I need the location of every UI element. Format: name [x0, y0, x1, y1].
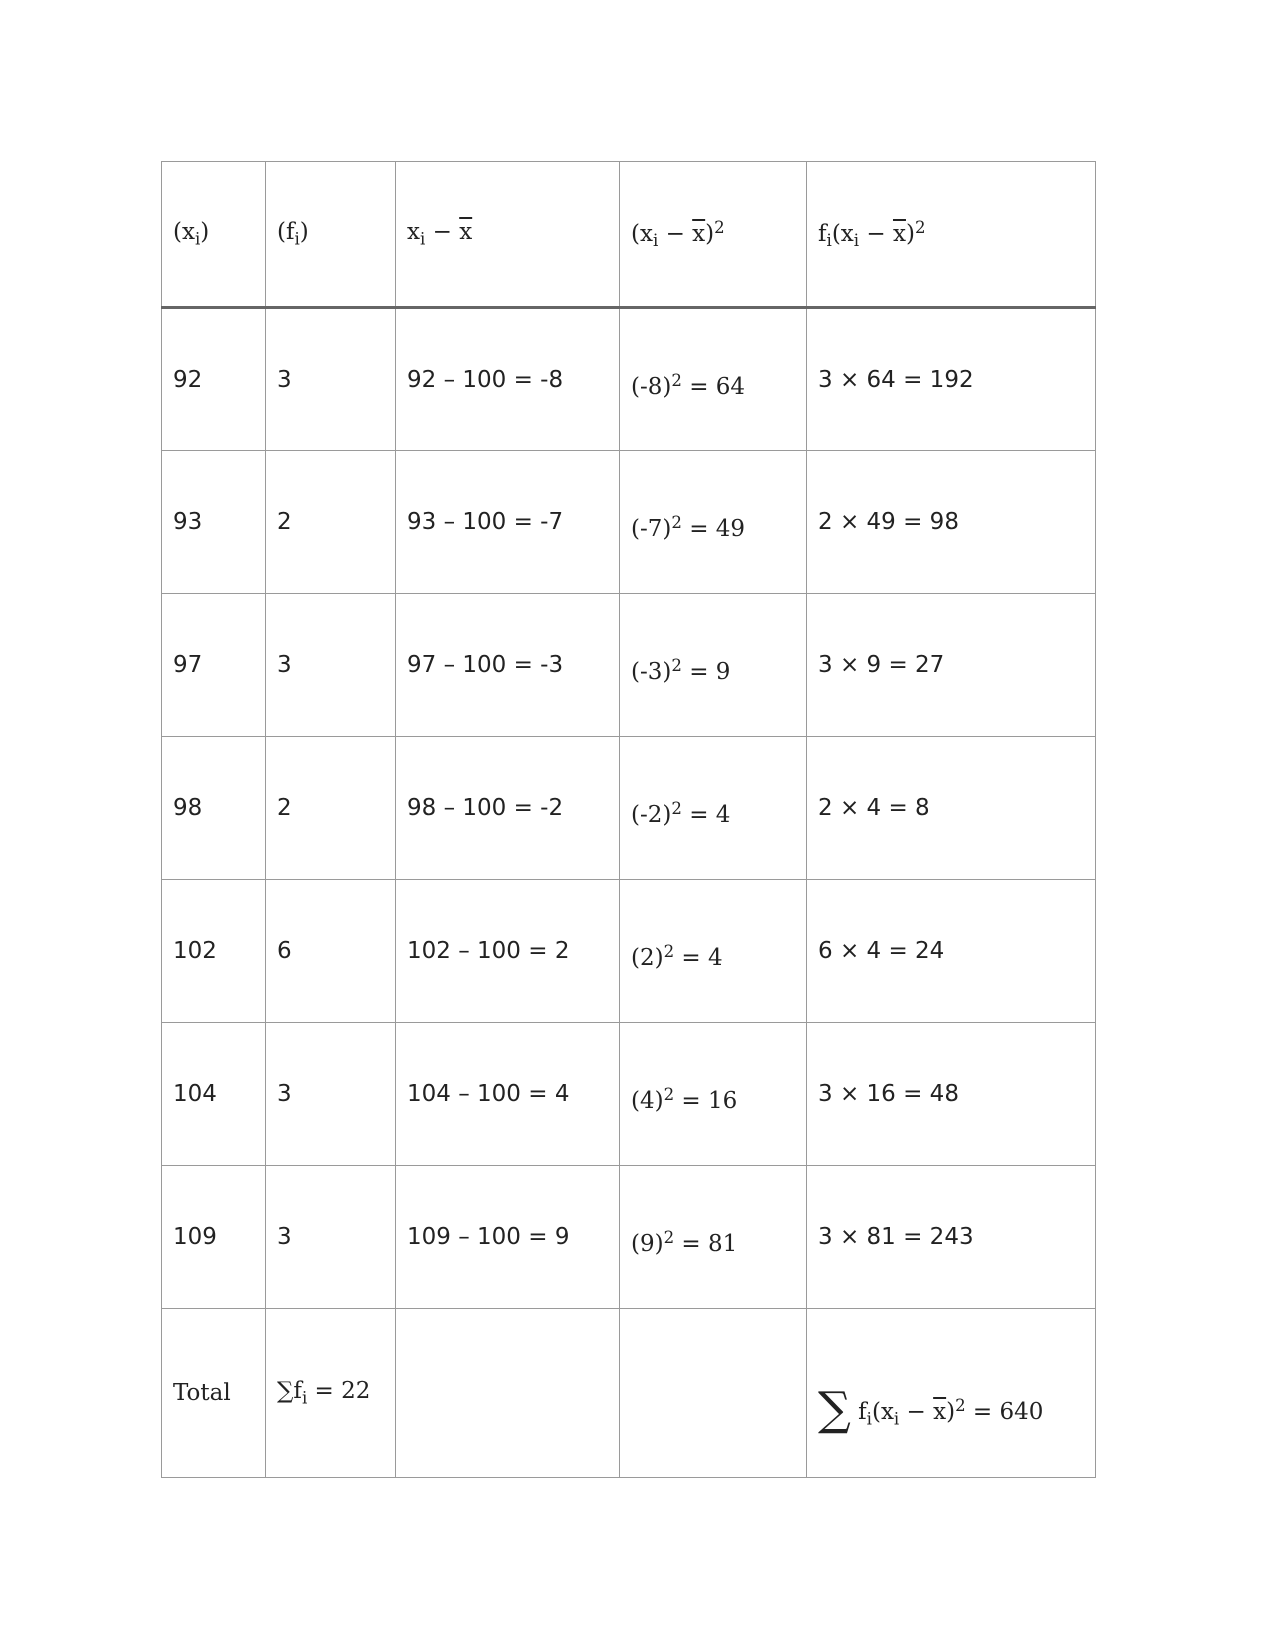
cell-f: 2	[266, 737, 396, 880]
cell-deviation: 104 – 100 = 4	[396, 1023, 620, 1166]
summation-symbol: ∑	[818, 1382, 851, 1436]
cell-deviation: 93 – 100 = -7	[396, 451, 620, 594]
cell-product: 3 × 64 = 192	[807, 308, 1096, 451]
header-row	[162, 162, 1096, 308]
empty-cell	[620, 1309, 807, 1478]
cell-product: 2 × 4 = 8	[807, 737, 1096, 880]
cell-product: 3 × 16 = 48	[807, 1023, 1096, 1166]
cell-deviation: 97 – 100 = -3	[396, 594, 620, 737]
table-row	[162, 308, 1096, 451]
sum-weighted-squared-cell: ∑ $f_i(x_i - \overline{x})^2 = 640$	[807, 1309, 1096, 1478]
cell-deviation: 92 – 100 = -8	[396, 308, 620, 451]
cell-x: 93	[162, 451, 266, 594]
table-row	[162, 737, 1096, 880]
cell-squared: $(-2)^2 = 4$	[620, 737, 807, 880]
cell-squared: $(-8)^2 = 64$	[620, 308, 807, 451]
cell-squared: $(-7)^2 = 49$	[620, 451, 807, 594]
cell-f: 3	[266, 1166, 396, 1309]
cell-x: 97	[162, 594, 266, 737]
cell-x: 102	[162, 880, 266, 1023]
cell-x: 98	[162, 737, 266, 880]
cell-f: 3	[266, 594, 396, 737]
cell-f: 3	[266, 1023, 396, 1166]
cell-f: 2	[266, 451, 396, 594]
header-deviation: $x_i - \overline{x}$	[396, 162, 620, 308]
cell-product: 3 × 81 = 243	[807, 1166, 1096, 1309]
cell-squared: $(4)^2 = 16$	[620, 1023, 807, 1166]
total-label: Total	[162, 1309, 266, 1478]
cell-deviation: 98 – 100 = -2	[396, 737, 620, 880]
cell-squared: $(9)^2 = 81$	[620, 1166, 807, 1309]
variance-table	[161, 161, 1096, 1478]
cell-deviation: 109 – 100 = 9	[396, 1166, 620, 1309]
total-row	[162, 1309, 1096, 1478]
cell-squared: $(2)^2 = 4$	[620, 880, 807, 1023]
cell-x: 92	[162, 308, 266, 451]
empty-cell	[396, 1309, 620, 1478]
table-row	[162, 451, 1096, 594]
sum-f-cell: $\sum f_i = 22$	[266, 1309, 396, 1478]
table-row	[162, 1023, 1096, 1166]
header-f: $(f_i)$	[266, 162, 396, 308]
cell-x: 109	[162, 1166, 266, 1309]
table-row	[162, 1166, 1096, 1309]
cell-product: 6 × 4 = 24	[807, 880, 1096, 1023]
cell-deviation: 102 – 100 = 2	[396, 880, 620, 1023]
cell-product: 3 × 9 = 27	[807, 594, 1096, 737]
cell-x: 104	[162, 1023, 266, 1166]
table-row	[162, 880, 1096, 1023]
cell-f: 6	[266, 880, 396, 1023]
header-weighted-squared-deviation: $f_i(x_i - \overline{x})^2$	[807, 162, 1096, 308]
cell-squared: $(-3)^2 = 9$	[620, 594, 807, 737]
header-squared-deviation: $(x_i - \overline{x})^2$	[620, 162, 807, 308]
cell-f: 3	[266, 308, 396, 451]
cell-product: 2 × 49 = 98	[807, 451, 1096, 594]
header-x: $(x_i)$	[162, 162, 266, 308]
table-row	[162, 594, 1096, 737]
